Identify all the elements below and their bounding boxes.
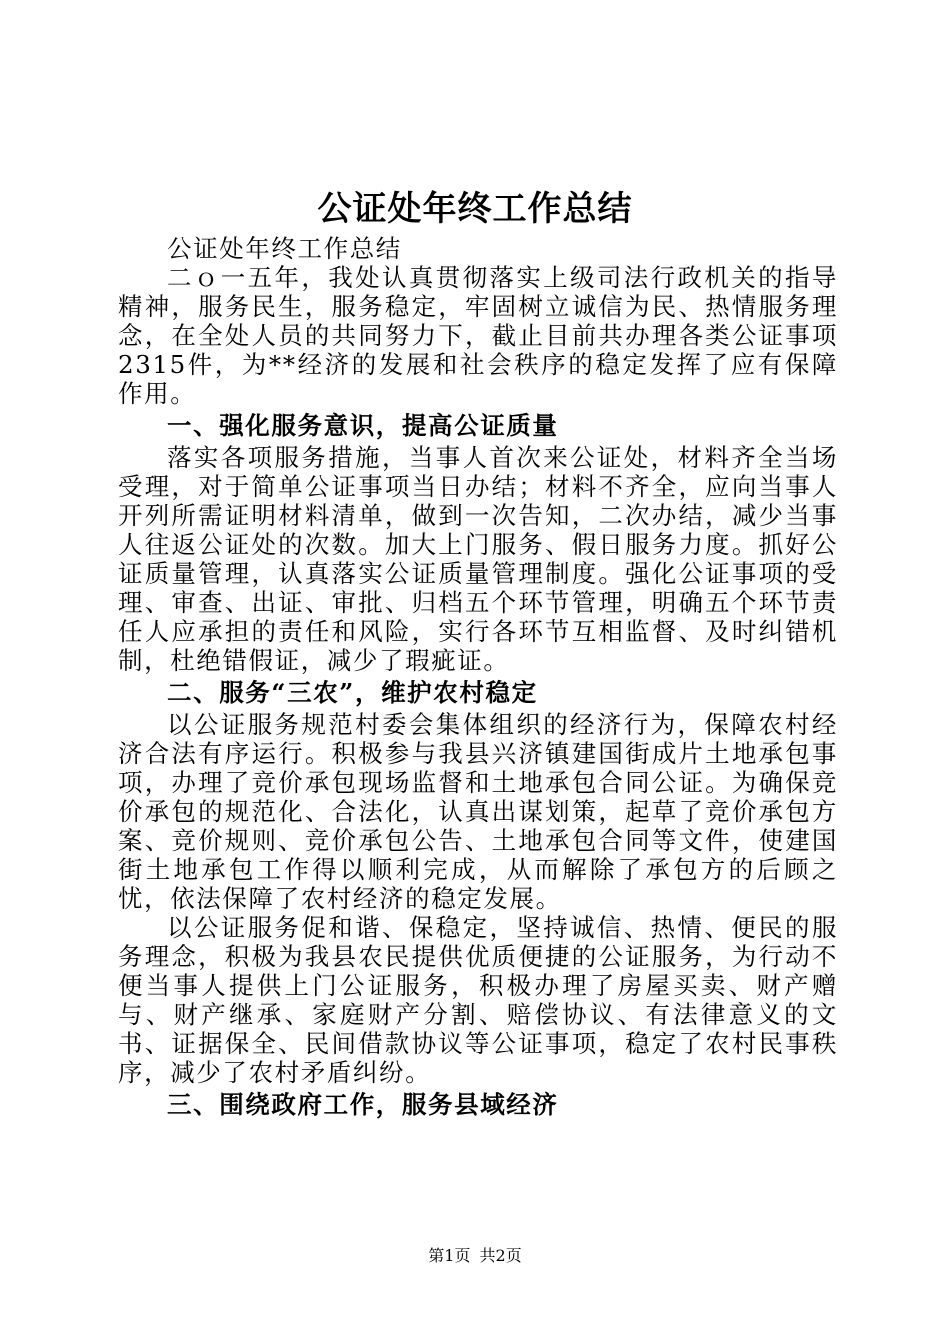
document-body bbox=[118, 234, 838, 1122]
paragraph-section-1: 落实各项服务措施，当事人首次来公证处，材料齐全当场受理，对于简单公证事项当日办结；材料不齐全，应向当事人开列所需证明材料清单，做到一次告知，二次办结，减少当事人往返公证处的次数。加大上门服务、假日服务力度。抓好公证质量管理，认真落实公证质量管理制度。强化公证事项的受理、审查、出证、审批、归档五个环节管理，明确五个环节责任人应承担的责任和风险，实行各环节互相监督、及时纠错机制，杜绝错假证，减少了瑕疵证。 bbox=[118, 443, 838, 675]
section-heading-1: 一、强化服务意识，提高公证质量 bbox=[167, 411, 559, 440]
document-title: 公证处年终工作总结 bbox=[317, 189, 633, 229]
section-heading-2: 二、服务“三农”，维护农村稳定 bbox=[167, 678, 538, 707]
section-heading-3: 三、围绕政府工作，服务县域经济 bbox=[167, 1090, 559, 1119]
page-footer bbox=[0, 1245, 950, 1267]
paragraph-section-2b: 以公证服务促和谐、保稳定，坚持诚信、热情、便民的服务理念，积极为我县农民提供优质便捷的公证服务，为行动不便当事人提供上门公证服务，积极办理了房屋买卖、财产赠与、财产继承、家庭财产分割、赔偿协议、有法律意义的文书、证据保全、民间借款协议等公证事项，稳定了农村民事秩序，减少了农村矛盾纠纷。 bbox=[118, 913, 838, 1087]
paragraph-subtitle: 公证处年终工作总结 bbox=[167, 234, 402, 263]
paragraph-section-2a: 以公证服务规范村委会集体组织的经济行为，保障农村经济合法有序运行。积极参与我县兴济镇建国街成片土地承包事项，办理了竞价承包现场监督和土地承包合同公证。为确保竞价承包的规范化、合法化，认真出谋划策，起草了竞价承包方案、竞价规则、竞价承包公告、土地承包合同等文件，使建国街土地承包工作得以顺利完成，从而解除了承包方的后顾之忧，依法保障了农村经济的稳定发展。 bbox=[118, 710, 838, 913]
page-total: 共2页 bbox=[479, 1246, 522, 1265]
page-number: 第1页 bbox=[428, 1246, 471, 1265]
paragraph-intro: 二ｏ一五年，我处认真贯彻落实上级司法行政机关的指导精神，服务民生，服务稳定，牢固树立诚信为民、热情服务理念，在全处人员的共同努力下，截止目前共办理各类公证事项2315件，为**经济的发展和社会秩序的稳定发挥了应有保障作用。 bbox=[118, 263, 838, 408]
